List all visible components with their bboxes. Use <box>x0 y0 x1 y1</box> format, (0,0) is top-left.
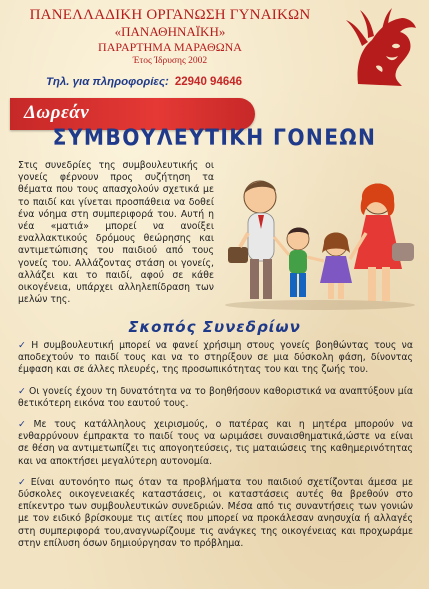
phone-label: Τηλ. για πληροφορίες: <box>46 76 169 88</box>
organization-header <box>0 6 340 67</box>
athena-head-logo-icon <box>338 6 424 92</box>
phone-info <box>46 76 242 88</box>
phone-number: 22940 94646 <box>174 76 243 88</box>
list-item: ✓ Είναι αυτονόητο πως όταν τα προβλήματα του παιδιού σχετίζονται άμεσα με δύσκολες οικογενειακές καταστάσεις, οι καταστάσεις αυτές θα βρεθούν στο επίκεντρο των συμβουλευτικών συνεδριών. Μέσα από τις συναντήσεις των γονιών με τον ειδικό βρίσκουμε τις αιτίες που μπορεί να προκάλεσαν ανησυχία ή αλλαγές στη συμπεριφορά του,αναγνωρίζουμε τις ανάγκες της οικογένειας και προχωράμε στην επίλυση όσων δημιούργησαν το πρόβλημα. <box>18 476 413 549</box>
check-icon: ✓ <box>18 419 31 431</box>
list-item: ✓ Η συμβουλευτική μπορεί να φανεί χρήσιμη στους γονείς βοηθώντας τους να αποδεχτούν το παιδί τους και να το στηρίξουν σε μια δύσκολη φάση, δίνοντας έμφαση και σε άλλες πλευρές, της προσωπικότητας του και της ζωής του. <box>18 340 414 376</box>
organization-name: ΠΑΝΕΛΛΑΔΙΚΗ ΟΡΓΑΝΩΣΗ ΓΥΝΑΙΚΩΝ <box>29 7 311 23</box>
free-label: Δωρεάν <box>24 102 90 123</box>
boy-figure <box>274 228 309 298</box>
list-item: ✓ Με τους κατάλληλους χειρισμούς, ο πατέρας και η μητέρα μπορούν να ενθαρρύνουν έμπρακτα το παιδί τους να ωριμάσει συναισθηματικά,ώστε να είναι σε θέση να αντιμετωπίζει τις απογοητεύσεις, τις ματαιώσεις της καθημερινότητας και να αποκτήσει μεγαλύτερη αυτονομία. <box>18 419 413 467</box>
family-illustration-icon <box>218 155 423 323</box>
father-figure <box>228 181 276 299</box>
intro-paragraph: Στις συνεδρίες της συμβουλευτικής οι γονείς φέρνουν προς συζήτηση τα θέματα που τους απασχολούν σχετικά με το παιδί και γίνεται προσπάθεια να δοθεί ένα νόημα στη συμπεριφορά του. Αυτή η νέα «ματιά» μπορεί να ανοίξει εναλλακτικούς δρόμους θεώρησης και αντιμετώπισης του παιδιού από τους γονείς του. Αλλάζοντας στάση οι γονείς, αλλάζει και το παιδί, αφού σε κάθε οικογένεια, υπάρχει αλληλεπίδραση των μελών της. <box>18 160 214 306</box>
organization-subtitle: «ΠΑΝΑΘΗΝΑΪΚΗ» <box>114 24 226 39</box>
branch-name: ΠΑΡΑΡΤΗΜΑ ΜΑΡΑΘΩΝΑ <box>98 40 242 54</box>
check-icon: ✓ <box>18 340 29 351</box>
mother-figure <box>350 184 414 302</box>
check-icon: ✓ <box>18 476 28 488</box>
main-title: ΣΥΜΒΟΥΛΕΥΤΙΚΗ ΓΟΝΕΩΝ <box>52 126 377 151</box>
founded-year: Έτος Ίδρυσης 2002 <box>132 56 208 66</box>
list-item: ✓ Οι γονείς έχουν τη δυνατότητα να το βοηθήσουν καθοριστικά να αναπτύξουν μία θετικότερη εικόνα του εαυτού τους. <box>18 385 413 409</box>
girl-figure <box>307 233 352 300</box>
purpose-list <box>18 340 413 559</box>
check-icon: ✓ <box>18 385 26 397</box>
section-title: Σκοπός Συνεδρίων <box>128 318 301 336</box>
